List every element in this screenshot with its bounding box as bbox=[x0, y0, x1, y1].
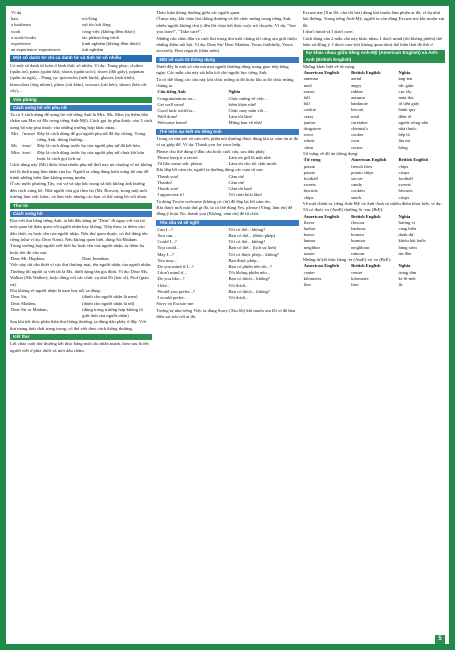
table-cell: Tôi không phiền nếu... bbox=[228, 270, 271, 276]
table-cell: Please keep it a secret. bbox=[157, 154, 199, 160]
table-cell: harbour bbox=[351, 225, 366, 231]
column-header: British English bbox=[351, 70, 381, 76]
table-cell: Bạn có thích... không? bbox=[228, 276, 270, 282]
subsection-header-requests: Yêu cầu và sẽ nghĩ bbox=[156, 220, 298, 226]
table-cell: You can... bbox=[157, 232, 176, 238]
paragraph: Ta có 3 cách dùng để xưng hô với tiếng Anh là Mrs, Ms, Miss (ta thêm dấu chấm sau Mrs và Ms trong tiếng Anh-Mỹ). Cách gọi ấy phụ thuộc vào 3 cách xưng hô này phụ thuộc vào những trường hợp khác nhau. bbox=[10, 111, 153, 130]
paragraph: Có một số danh từ luôn ở hình thức số nhiều. Ví dụ: Trang phục: clothes (quần áo), pants (quần dài), shorts (quần soóc), shoes (đôi giày), pajamas (quần áo ngủ),... Dụng cụ: spectacles (mắt kính), glasses (mắt kính), binoculars (ống nhòm), pliers (cái kềm), scissors (cái kéo), shears (kéo cắt cây),... bbox=[10, 62, 147, 94]
table-cell: bếp lò bbox=[398, 132, 410, 138]
table-cell: cooker bbox=[351, 132, 364, 138]
paragraph: Ta có thể dùng các câu này khi chúc mừng ai đó hoặc khi ai đó chúc mừng chúng ta. bbox=[156, 76, 294, 89]
table-cell: tóc/lông bbox=[82, 16, 98, 22]
table-cell: điên rồ bbox=[398, 113, 412, 119]
table-cell: mad bbox=[351, 113, 360, 119]
column-header: Câu tiếng Anh bbox=[157, 89, 186, 95]
table-row bbox=[156, 120, 298, 126]
table-cell: May I...? bbox=[157, 251, 174, 257]
table-cell: Thank you! bbox=[157, 186, 179, 192]
column-header: Nghĩa bbox=[228, 89, 241, 95]
table-cell: sweets bbox=[398, 182, 411, 188]
table-cell: Bạn có thể... (được phép) bbox=[228, 232, 276, 238]
table-cell: khiếu hài hước bbox=[398, 238, 426, 244]
table-cell: Bạn có phiền nếu tôi...? bbox=[228, 263, 272, 269]
table-cell: biscuit bbox=[351, 107, 364, 113]
table-cell: honor bbox=[303, 232, 315, 238]
column-header: American English bbox=[303, 213, 340, 219]
table-cell: crisps bbox=[398, 169, 410, 175]
table-cell: Well done! bbox=[157, 114, 178, 120]
paragraph: Những câu chào đầu và cuối thư trong thư mời chúng tôi cũng xin giới thiệu những điểm nổi bật. Ví dụ: Dear Sir/ Dear Madam, Yours faithfully, Yours sincerely, Best regards (thân mến). bbox=[156, 35, 297, 54]
thanks-list bbox=[156, 174, 298, 199]
table-cell: công việc (không đếm được) bbox=[82, 28, 136, 34]
table-cell: (dành cho người nhận là nam) bbox=[82, 294, 138, 300]
table-cell: Tôi có thể... không? bbox=[228, 239, 266, 245]
column-header: British English bbox=[398, 157, 429, 163]
table-cell: Làm ơn giữ bí mật nhé. bbox=[228, 154, 272, 160]
table-cell: Bạn có thể... (lịch sự hơn) bbox=[228, 245, 277, 251]
column-header: Nghĩa bbox=[398, 70, 411, 76]
table-cell: crisps bbox=[398, 194, 410, 200]
requests-table bbox=[156, 227, 298, 301]
table-cell: hương vị bbox=[398, 219, 416, 225]
table-cell: /mɪs/ bbox=[21, 149, 32, 155]
table-cell: Cảm ơn! bbox=[228, 179, 245, 185]
table-cell: chips bbox=[398, 163, 409, 169]
section-header-ending: Kết thư bbox=[10, 334, 152, 340]
table-cell: an experience/ experiences bbox=[11, 47, 61, 53]
paragraph: Từ vựng về đồ ăn thông dụng: bbox=[302, 150, 359, 156]
table-cell: Can I...? bbox=[157, 226, 173, 232]
table-cell: soccer bbox=[351, 175, 363, 181]
paragraph: Ta dùng You're welcome (không có chi) để đáp lại lời cảm ơn. bbox=[156, 198, 271, 204]
table-cell: Congratulations on... bbox=[157, 95, 196, 101]
table-row bbox=[10, 150, 152, 162]
table-cell: Mừng bạn về nhà! bbox=[228, 120, 263, 126]
table-cell: trải nghiệm bbox=[82, 47, 104, 53]
table-cell: cookie bbox=[303, 107, 316, 113]
paragraph: Sau khi kết thúc phần thân thư thông thường, ta dùng dấu phẩy ở đây. Với thư mang tính chất trang trọng, có thể viết theo cách thông thường. bbox=[10, 319, 147, 331]
paragraph: Ở các nước phương Tây, vai vợ và sắp bắc trong xã hội không ảnh hưởng đến cách xưng hô. Nhà người chủ gọi theo họ (Mr. Brown), trong một môi trường làm việc khác, và làm việc nhưng các bạn có thể xưng hô với nhau. bbox=[10, 181, 148, 200]
table-cell: Get well soon! bbox=[157, 101, 185, 107]
table-cell: Dear Madam, bbox=[11, 300, 37, 306]
phrases-table bbox=[156, 89, 298, 126]
table-cell: /mɪz/ bbox=[21, 143, 32, 149]
column-header: British English bbox=[351, 213, 381, 219]
table-cell: harbor bbox=[303, 225, 316, 231]
table-cell: chemist's bbox=[351, 126, 368, 132]
table-cell: Could I...? bbox=[157, 239, 177, 245]
page-number: 5 bbox=[435, 635, 445, 644]
table-cell: rumour bbox=[351, 250, 365, 256]
vocab-table-top bbox=[10, 10, 152, 53]
table-cell: Do you mind if I...? bbox=[157, 263, 194, 269]
paragraph: Thảo luận thông thường giữa các người quen: bbox=[156, 10, 241, 15]
table-cell: (dùng trong trường hợp không rõ giới tính của người nhận) bbox=[82, 306, 143, 319]
table-cell: humour bbox=[351, 238, 366, 244]
table-row bbox=[10, 307, 152, 319]
paragraph: I don't mind và I don't care: bbox=[302, 29, 354, 35]
spelling-table bbox=[303, 214, 445, 257]
table-row bbox=[10, 143, 152, 149]
subsection-header-greeting: Cách xưng hô bbox=[10, 211, 152, 217]
table-cell: stove bbox=[303, 132, 314, 138]
table-cell: ki-lô-mét bbox=[398, 275, 416, 281]
table-cell: mùa thu bbox=[398, 95, 414, 101]
thanks-examples bbox=[156, 155, 298, 167]
table-cell: mad bbox=[303, 82, 312, 88]
table-cell: Miss bbox=[11, 149, 20, 155]
table-cell: football bbox=[398, 175, 413, 181]
paragraph: Ở mục này, khi chào hỏi thông thường và lời chúc mừng trong tiếng Anh, nhiều người không chú ý đến lời chào kết thúc cuộc trò chuyện. Ví dụ: "See you later!", "Take care!". bbox=[156, 16, 296, 35]
column-header: American English bbox=[303, 263, 340, 269]
table-cell: antenna bbox=[303, 76, 318, 82]
table-cell: Tôi có được phép... không? bbox=[228, 251, 279, 257]
table-cell: Đây là cách dùng trước họ của người phụ nữ đã kết hôn. bbox=[37, 143, 141, 149]
table-cell: chips bbox=[303, 194, 314, 200]
table-cell: bông bbox=[398, 144, 408, 150]
table-cell: Would you prefer...? bbox=[157, 288, 195, 294]
paragraph: Sorry và Excuse me: bbox=[156, 301, 195, 307]
table-cell: tờ tiền giấy bbox=[398, 101, 420, 107]
table-cell: aerial bbox=[351, 76, 362, 82]
table-cell: eraser bbox=[303, 88, 315, 94]
table-cell: cảng biển bbox=[398, 225, 417, 231]
table-cell: work bbox=[11, 28, 21, 34]
subsection-header-phrases: Một số cụm từ thông dụng bbox=[156, 57, 298, 63]
table-cell: biscuits bbox=[398, 188, 413, 194]
table-cell: sweets bbox=[303, 182, 316, 188]
table-cell: hàng xóm bbox=[398, 244, 417, 250]
table-cell: neighbour bbox=[351, 244, 370, 250]
table-cell: Dear Mr. Hopkins, bbox=[11, 256, 46, 262]
table-cell: sợi tóc/sợi lông bbox=[82, 22, 111, 28]
column-header: American English bbox=[303, 70, 340, 76]
table-cell: Tôi thích... bbox=[228, 282, 249, 288]
table-cell: người trông nhà bbox=[398, 119, 428, 125]
table-cell: cheat bbox=[303, 144, 314, 150]
table-cell: nhà thuốc bbox=[398, 126, 417, 132]
column-header: British English bbox=[351, 263, 381, 269]
table-cell: lúa mì bbox=[398, 138, 411, 144]
table-cell: tác phẩm/công trình bbox=[82, 34, 119, 40]
table-row bbox=[10, 47, 152, 53]
paragraph: Khi được mời một thứ gì đó, ta có thể dùng Yes, please (Vâng, làm ơn) để đồng ý hoặc No, thank you (Không, cảm ơn) để từ chối. bbox=[156, 204, 293, 217]
section-header-plural-nouns: Một số danh từ chỉ cả danh từ và tính từ số nhiều bbox=[10, 55, 152, 61]
table-cell: litre bbox=[351, 281, 359, 287]
table-cell: janitor bbox=[303, 119, 316, 125]
paragraph: Lời chào cuối thư thường kết thúc bằng một câu nhấn mạnh, theo sau là tên người viết ở phía dưới và một dấu chấm. bbox=[10, 341, 149, 353]
table-cell: I don't mind if... bbox=[157, 270, 187, 276]
table-cell: neighbor bbox=[303, 244, 320, 250]
paragraph: Trong trường hợp người viết biết họ hoặc tên của người nhận, ta thêm họ hoặc tên đó vào sau: bbox=[10, 243, 145, 255]
table-cell: banknote bbox=[351, 101, 368, 107]
table-cell: I'd like some salt, please. bbox=[157, 161, 204, 167]
table-cell: cookies bbox=[351, 188, 366, 194]
food-table bbox=[303, 157, 445, 200]
table-cell: Welcome home! bbox=[157, 120, 188, 126]
table-cell: biscuits bbox=[303, 188, 318, 194]
table-cell: centre bbox=[351, 269, 363, 275]
table-cell: Mrs bbox=[11, 131, 19, 137]
table-cell: hair bbox=[11, 16, 19, 22]
table-cell: danh dự bbox=[398, 232, 414, 238]
table-cell: caretaker bbox=[351, 119, 368, 125]
paragraph: Cách dùng này (Ms) được khai nhiều phụ nữ thời nay ưa chuộng vì nó không tiết lộ tình trạng hôn nhân của họ. Người ta cũng dùng kiểu xưng hô này để tránh những hiểu lầm không mong muốn. bbox=[10, 162, 153, 180]
paragraph: Về mặt chính tả, tiếng Anh-Mỹ và Anh-Anh có nhiều điểm khác biệt, ví dụ: bbox=[302, 200, 442, 206]
table-row bbox=[303, 282, 445, 288]
table-cell: Đây là cách dùng để gọi người phụ nữ đã lấy chồng. Trong tiếng Anh, thông thường... bbox=[37, 131, 146, 143]
section-header-ame-bre: Sự khác nhau giữa tiếng Anh-Mỹ (American English) và Anh-Anh (British English) bbox=[303, 50, 445, 62]
table-cell: (dành cho người nhận là nữ) bbox=[82, 300, 135, 306]
table-cell: snack bbox=[351, 194, 362, 200]
table-cell: potato chips bbox=[351, 169, 374, 175]
column-header: Nghĩa bbox=[398, 213, 411, 219]
table-cell: Do you like...? bbox=[157, 276, 185, 282]
paragraph: Excuse me (Xin lỗi, cho tôi hỏi) dùng khi muốn làm phiền ai đó, ví dụ như hỏi đường. Trong tiếng Anh-Mỹ, người ta còn dùng Excuse me khi muốn xin lỗi. bbox=[302, 10, 445, 28]
table-cell: cotton bbox=[351, 144, 363, 150]
table-cell: candy bbox=[351, 182, 363, 188]
column-right bbox=[303, 10, 445, 644]
paragraph: Tương tự như tiếng Việt, ta dùng Sorry (Xin lỗi) khi muốn xin lỗi vì đã làm điều sai trái với ai đó. bbox=[156, 307, 296, 319]
table-cell: Tôi thích... bbox=[228, 294, 249, 300]
column-header: American English bbox=[351, 157, 387, 163]
table-cell: Good luck with/for... bbox=[157, 108, 196, 114]
table-cell: honour bbox=[351, 232, 365, 238]
column-middle bbox=[156, 10, 298, 644]
table-cell: Dear Jonathan, bbox=[82, 256, 110, 262]
table-cell: Bạn có thích... không? bbox=[228, 288, 270, 294]
table-cell: wheat bbox=[303, 138, 315, 144]
table-cell: bill bbox=[303, 101, 310, 107]
section-header-office: Văn phòng bbox=[10, 97, 152, 103]
table-cell: corn bbox=[351, 138, 360, 144]
table-cell: a work/works bbox=[11, 34, 37, 40]
section-header-letters: Thư từ bbox=[10, 203, 152, 209]
table-cell: Dear Sir or Madam, bbox=[11, 306, 48, 312]
table-cell: potato bbox=[303, 169, 316, 175]
table-cell: kilometer bbox=[303, 275, 322, 281]
table-cell: autumn bbox=[351, 95, 365, 101]
table-cell: Tôi cảm kích lắm! bbox=[228, 192, 263, 198]
paragraph: Please cho thể dùng ở đầu câu hoặc cuối câu, sau dấu phẩy. bbox=[156, 148, 266, 154]
table-cell: Sớm khỏe nhé! bbox=[228, 101, 257, 107]
table-cell: Cảm ơn! bbox=[228, 173, 245, 179]
table-cell: Làm ơn cho tôi chút muối. bbox=[228, 161, 278, 167]
table-cell: Đây là cách dùng trước họ của người phụ nữ chưa kết hôn hoặc là cách gọi lịch sự. bbox=[37, 149, 145, 161]
table-cell: lít bbox=[398, 281, 403, 287]
table-cell: flavour bbox=[351, 219, 365, 225]
column-header: Nghĩa bbox=[398, 263, 411, 269]
table-cell: Cảm ơn bạn! bbox=[228, 186, 253, 192]
table-cell: angry bbox=[351, 82, 362, 88]
paragraph: Khi không rõ người nhận là nam hay nữ, ta dùng: bbox=[10, 288, 101, 293]
paragraph: Những khác biệt về từ vựng: bbox=[302, 63, 356, 69]
table-cell: tin đồn bbox=[398, 250, 412, 256]
table-cell: center bbox=[303, 269, 315, 275]
table-row bbox=[10, 131, 152, 143]
paragraph: Những từ kết thúc bằng -er (AmE) và -re (BrE): bbox=[302, 256, 391, 262]
table-cell: rubber bbox=[351, 88, 364, 94]
table-cell: Thank you! bbox=[157, 173, 179, 179]
paragraph: Khi viết thư bằng tiếng Anh, ta bắt đầu bằng từ "Dear" đi ngay với vai trò mối quan hệ thân quen với người nhận hay không. Tiếp theo, ta thêm vào dấu chức vụ hoặc tên của người nhận. Nếu thư quen thuộc, có thể dùng tên riêng (như ví dụ: Dear Nam). Nếu không quen biết, dùng Sir/Madam. bbox=[10, 217, 148, 242]
paragraph: Khi đáp lời cảm ơn, người ta thường dùng các cụm từ sau: bbox=[156, 167, 264, 173]
table-cell: liter bbox=[303, 281, 312, 287]
paragraph: Dưới đây là một số câu mà mọi người thường dùng trong giao tiếp hằng ngày. Các mẫu câu này rất hữu ích cho người học tiếng Anh. bbox=[156, 63, 289, 76]
table-cell: Tôi có thể... không? bbox=[228, 226, 266, 232]
greeting-list bbox=[10, 294, 152, 319]
table-cell: You could... bbox=[157, 245, 180, 251]
table-cell: trung tâm bbox=[398, 269, 417, 275]
table-cell: I would prefer... bbox=[157, 294, 187, 300]
table-cell: Vì dụ bbox=[11, 10, 22, 15]
table-cell: rumor bbox=[303, 250, 315, 256]
table-cell: Chúc mừng về việc... bbox=[228, 95, 268, 101]
table-cell: humor bbox=[303, 238, 316, 244]
table-cell: ăng-ten bbox=[398, 76, 413, 82]
table-cell: /'mɪsɪz/ bbox=[21, 131, 36, 137]
table-cell: french fries bbox=[351, 163, 373, 169]
table-cell: kilometre bbox=[351, 275, 369, 281]
table-cell: You may... bbox=[157, 257, 177, 263]
table-cell: I like... bbox=[157, 282, 171, 288]
table-cell: crazy bbox=[303, 113, 314, 119]
table-cell: I appreciate it! bbox=[157, 192, 185, 198]
paragraph: Trong cả văn nói và văn viết, phần nói thường được dùng khi ta cảm ơn ai đó vì sự giúp đỡ. Ví dụ: Thank you for your help. bbox=[156, 135, 299, 148]
vocab-diff-table bbox=[303, 70, 445, 151]
subsection-header-address-women: Cách xưng hô với phụ nữ bbox=[10, 105, 152, 111]
table-cell: kinh nghiệm (không đếm được) bbox=[82, 41, 141, 47]
table-cell: bánh quy bbox=[398, 107, 416, 113]
table-cell: flavor bbox=[303, 219, 315, 225]
titles-table bbox=[10, 131, 152, 162]
paragraph: Cách dùng của 2 mẫu câu này khác nhau. I don't mind (tôi không phiền) thể hiện sự đồng ý. I don't care (tôi không quan tâm) thể hiện thái độ thờ ơ. bbox=[302, 35, 443, 48]
table-cell: fall bbox=[303, 95, 310, 101]
table-cell: experience bbox=[11, 41, 31, 47]
paragraph: Từ có đuôi -or (AmE) thường là -our (BrE): bbox=[302, 207, 384, 213]
paragraph: Việc này rất cần thiết vì các thư thương mại, tên người nhận của người nhận. Thường thì người ta viết tắt là Ms. dưới dạng tên gia đình. Ví dụ: Dear Ms. Walker (Ms Walker), hoặc dùng với các chức vụ như Dr (bác sĩ), Prof (giáo sư). bbox=[10, 262, 152, 287]
spelling-table-2 bbox=[303, 263, 445, 288]
table-cell: Thanks! bbox=[157, 179, 173, 185]
table-cell: Ms bbox=[11, 143, 17, 149]
table-cell: tức giận bbox=[398, 82, 414, 88]
table-cell: a hairbairn bbox=[11, 22, 31, 28]
table-cell: Dear Sir, bbox=[11, 294, 28, 300]
table-cell: potato bbox=[303, 163, 316, 169]
table-cell: drugstore bbox=[303, 126, 322, 132]
table-cell: football bbox=[303, 175, 318, 181]
column-left bbox=[10, 10, 152, 644]
subsection-header-thanks: Thể hiện sự biết ơn tiếng Anh bbox=[156, 129, 298, 135]
column-header: Từ vựng bbox=[303, 157, 321, 163]
page bbox=[6, 6, 449, 644]
table-cell: Bạn được phép... bbox=[228, 257, 260, 263]
table-cell: cục tẩy bbox=[398, 88, 412, 94]
table-cell: Chúc may mắn với... bbox=[228, 108, 267, 114]
table-cell: Làm tốt lắm! bbox=[228, 114, 253, 120]
